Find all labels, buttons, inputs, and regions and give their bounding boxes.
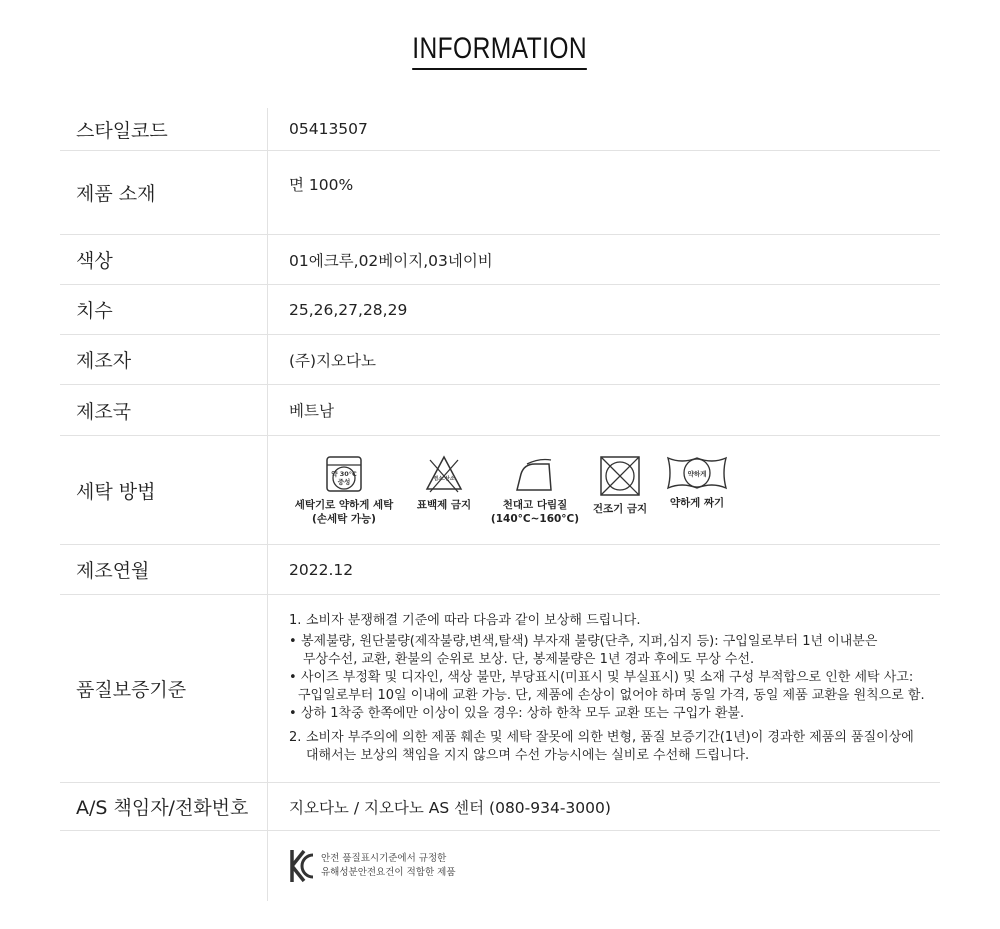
style-code-value: 05413507 <box>289 120 368 138</box>
gentle-wring-text: 약하게 짜기 <box>669 497 725 509</box>
row-size <box>60 285 940 335</box>
row-material <box>60 151 940 235</box>
gentle-wring-icon <box>666 454 728 492</box>
svg-text:약하게: 약하게 <box>687 470 707 478</box>
maker-value: (주)지오다노 <box>289 351 376 370</box>
product-info-table <box>60 108 940 901</box>
kc-label <box>60 831 268 901</box>
svg-text:중성: 중성 <box>337 478 351 486</box>
row-wash <box>60 436 940 545</box>
kc-text-2: 유해성분안전요건이 적합한 제품 <box>321 867 456 878</box>
row-kc <box>60 831 940 901</box>
machine-wash-text-1: 세탁기로 약하게 세탁 <box>294 499 394 511</box>
row-date <box>60 545 940 595</box>
kc-mark <box>289 847 456 885</box>
material-value: 면 100% <box>289 176 354 194</box>
no-tumble-dry-icon <box>598 454 642 498</box>
date-value: 2022.12 <box>289 560 354 579</box>
quality-bullet-1: • 봉제불량, 원단불량(제작불량,변색,탈색) 부자재 불량(단추, 지퍼,심지 등): 구입일로부터 1년 이내분은 무상수선, 교환, 환불의 순위로 보상. 단, 봉제불량은 1년 경과 후에도 무상 수선. <box>289 634 878 667</box>
care-icons <box>288 454 736 526</box>
size-value: 25,26,27,28,29 <box>289 300 408 319</box>
material-label: 제품 소재 <box>60 151 268 234</box>
row-quality <box>60 595 940 783</box>
quality-bullet-2: • 사이즈 부정확 및 디자인, 색상 불만, 부당표시(미표시 및 부실표시) 및 소재 구성 부적합으로 인한 세탁 사고: 구입일로부터 10일 이내에 교환 가능. 단, 제품에 손상이 없어야 하며 동일 가격, 동일 제품 교환을 원칙으로 함. <box>289 670 925 703</box>
country-label: 제조국 <box>60 385 268 435</box>
color-value: 01에크루,02베이지,03네이비 <box>289 251 493 270</box>
quality-para-1: 1. 소비자 분쟁해결 기준에 따라 다음과 같이 보상해 드립니다. <box>289 613 641 628</box>
care-iron <box>488 454 582 526</box>
care-no-bleach <box>400 454 488 512</box>
iron-text-1: 천대고 다림질 <box>502 499 568 511</box>
quality-label: 품질보증기준 <box>60 595 268 782</box>
as-value: 지오다노 / 지오다노 AS 센터 (080-934-3000) <box>289 798 611 817</box>
as-label: A/S 책임자/전화번호 <box>60 783 268 830</box>
care-gentle-wring <box>658 454 736 510</box>
iron-icon <box>513 454 557 494</box>
style-code-label: 스타일코드 <box>60 108 268 150</box>
row-style-code <box>60 108 940 151</box>
care-machine-wash <box>288 454 400 526</box>
quality-value <box>268 595 940 782</box>
page-title: INFORMATION <box>0 32 1000 70</box>
care-no-tumble-dry <box>582 454 658 516</box>
row-maker <box>60 335 940 385</box>
svg-text:염소.산소: 염소.산소 <box>433 476 455 482</box>
row-country <box>60 385 940 436</box>
svg-text:약 30°C: 약 30°C <box>331 470 357 478</box>
iron-text-2: (140°C~160°C) <box>490 513 580 525</box>
quality-para-2: 2. 소비자 부주의에 의한 제품 훼손 및 세탁 잘못에 의한 변형, 품질 보증기간(1년)이 경과한 제품의 품질이상에 대해서는 보상의 책임을 지지 않으며 수선 가능시에는 실비로 수선해 드립니다. <box>289 730 914 763</box>
no-tumble-dry-text: 건조기 금지 <box>592 503 648 515</box>
row-color <box>60 235 940 285</box>
no-bleach-text: 표백제 금지 <box>416 499 472 511</box>
size-label: 치수 <box>60 285 268 334</box>
country-value: 베트남 <box>289 402 334 420</box>
no-bleach-icon <box>424 454 464 494</box>
quality-bullet-3: • 상하 1착중 한쪽에만 이상이 있을 경우: 상하 한착 모두 교환 또는 구입가 환불. <box>289 706 745 721</box>
kc-text-1: 안전 품질표시기준에서 규정한 <box>321 853 447 864</box>
row-as <box>60 783 940 831</box>
machine-wash-icon <box>324 454 364 494</box>
wash-label: 세탁 방법 <box>60 436 268 544</box>
maker-label: 제조자 <box>60 335 268 384</box>
wash-value <box>268 436 940 544</box>
color-label: 색상 <box>60 235 268 284</box>
machine-wash-text-2: (손세탁 가능) <box>312 513 376 525</box>
quality-text <box>289 612 925 765</box>
kc-value <box>268 831 940 901</box>
kc-certification-icon <box>289 847 315 885</box>
date-label: 제조연월 <box>60 545 268 594</box>
